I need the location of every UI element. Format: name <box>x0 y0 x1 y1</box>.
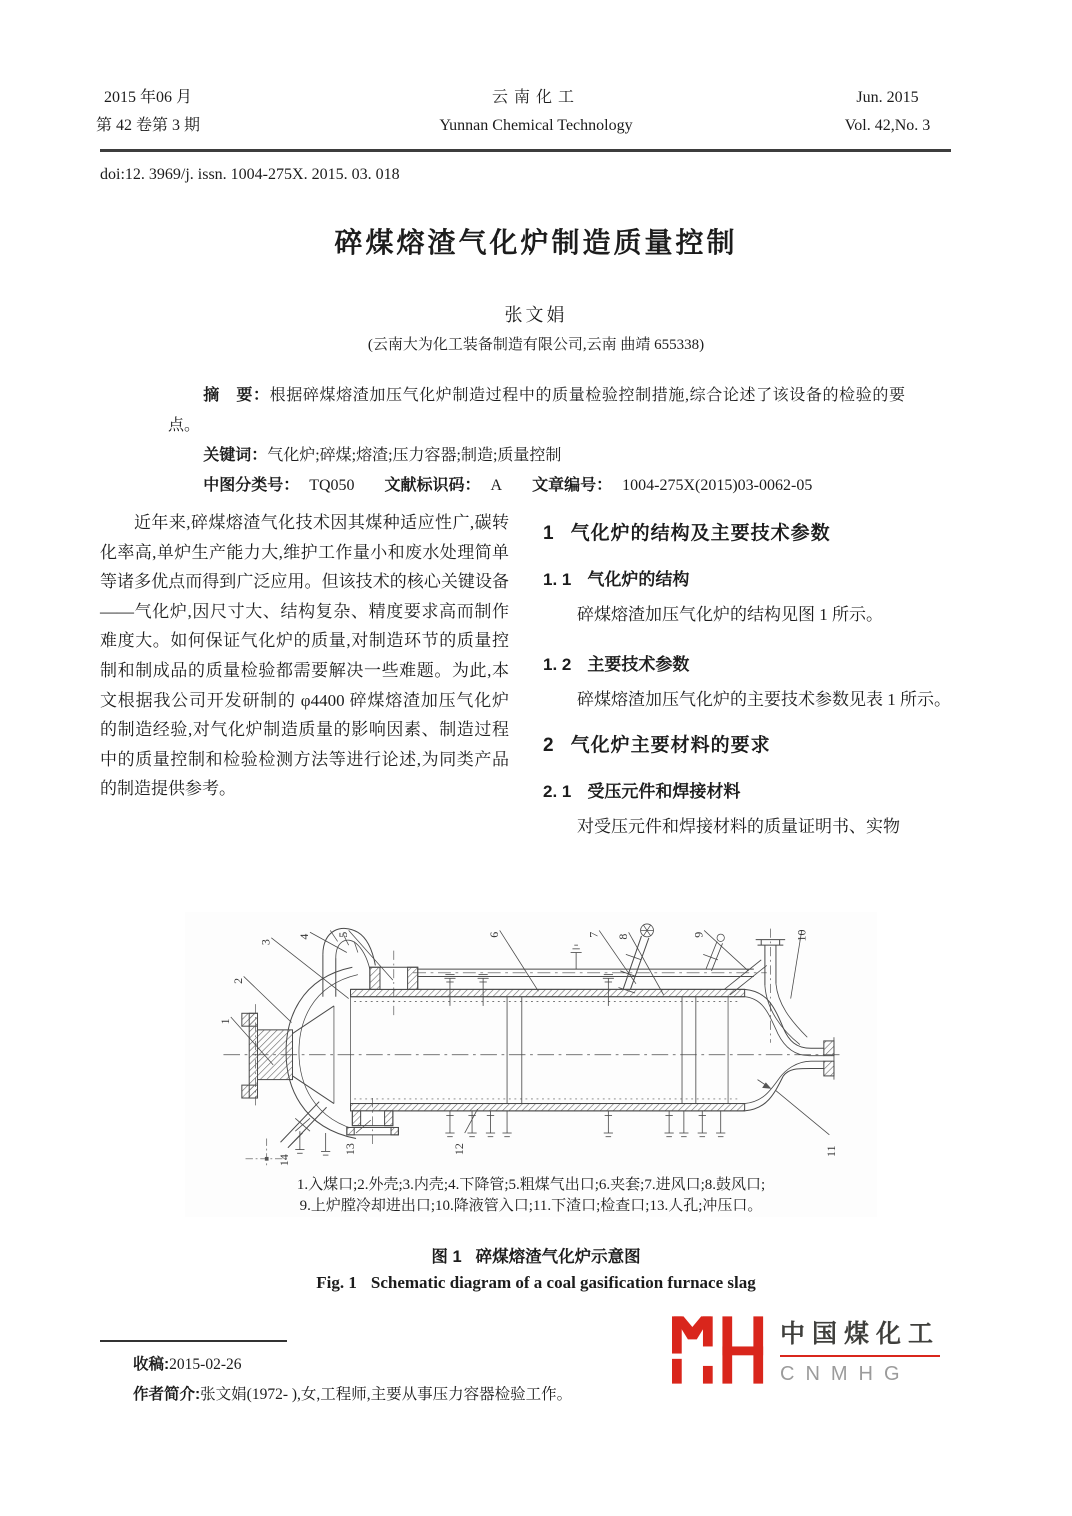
part-number-label: 12 <box>451 1143 466 1156</box>
journal-volume-cn: 第 42 卷第 3 期 <box>96 117 201 134</box>
keywords-label: 关键词： <box>203 447 268 464</box>
part-number-label: 8 <box>615 933 630 940</box>
part-number-label: 9 <box>691 931 706 938</box>
article-title: 碎煤熔渣气化炉制造质量控制 <box>334 227 738 258</box>
journal-date-cn: 2015 年06 月 <box>104 89 193 106</box>
author-bio-text: 张文娟(1972- ),女,工程师,主要从事压力容器检验工作。 <box>200 1386 573 1403</box>
abstract-text: 根据碎煤熔渣加压气化炉制造过程中的质量检验控制措施,综合论述了该设备的检验的要点。 <box>168 387 905 434</box>
logo-underline <box>780 1355 940 1357</box>
author-bio-label: 作者简介: <box>133 1386 201 1403</box>
journal-issue-en <box>820 84 955 140</box>
publisher-logo <box>672 1314 940 1386</box>
part-number-label: 10 <box>794 929 809 942</box>
journal-date-en: Jun. 2015 <box>856 89 919 106</box>
journal-title-en: Yunnan Chemical Technology <box>439 117 633 134</box>
logo-name-cn: 中国煤化工 <box>780 1320 941 1348</box>
figure-legend <box>185 1175 877 1217</box>
section-1-1-heading: 1. 1 气化炉的结构 <box>543 570 690 589</box>
received-line <box>133 1352 242 1374</box>
body-column-left <box>100 508 509 804</box>
footnote-rule <box>100 1340 287 1342</box>
section-2-1-heading: 2. 1 受压元件和焊接材料 <box>543 782 741 802</box>
part-number-label: 1 <box>217 1018 232 1025</box>
logo-mark-icon <box>672 1316 764 1384</box>
abstract-label: 摘 要： <box>203 387 270 404</box>
part-number-label: 4 <box>297 933 312 940</box>
doc-code-value: A <box>490 477 503 494</box>
part-number-label: 5 <box>335 931 350 938</box>
author-affiliation: (云南大为化工装备制造有限公司,云南 曲靖 655338) <box>367 337 705 353</box>
furnace-schematic-drawing <box>185 912 877 1168</box>
doc-code-label: 文献标识码： <box>384 477 481 494</box>
figure-legend-line-1: 1.入煤口;2.外壳;3.内壳;4.下降管;5.粗煤气出口;6.夹套;7.进风口;8.鼓风口; <box>296 1177 766 1193</box>
keywords-text: 气化炉;碎煤;熔渣;压力容器;制造;质量控制 <box>267 447 562 464</box>
article-id-value: 1004-275X(2015)03-0062-05 <box>622 477 813 494</box>
figure-caption-en: Fig. 1 Schematic diagram of a coal gasification furnace slag <box>316 1273 756 1292</box>
keywords-paragraph <box>168 441 905 471</box>
figure-caption-cn: 图 1 碎煤熔渣气化炉示意图 <box>431 1248 641 1266</box>
section-1-2-heading: 1. 2 主要技术参数 <box>543 654 690 674</box>
part-number-labels <box>218 929 838 1166</box>
author-bio-line <box>133 1382 572 1404</box>
part-number-label: 6 <box>486 931 501 938</box>
abstract-paragraph <box>168 381 905 441</box>
received-label: 收稿: <box>133 1356 170 1373</box>
part-number-label: 14 <box>276 1154 291 1167</box>
intro-paragraph: 近年来,碎煤熔渣气化技术因其煤种适应性广,碳转化率高,单炉生产能力大,维护工作量小和废水处理简单等诸多优点而得到广泛应用。但该技术的核心关键设备——气化炉,因尺寸大、结构复杂、精度要求高而制作难度大。如何保证气化炉的质量,对制造环节的质量控制和制成品的质量检验都需要解决一些难题。为此,本文根据我公司开发研制的 φ4400 碎煤熔渣加压气化炉的制造经验,对气化炉制造质量的影响因素、制造过程中的质量控制和检验检测方法等进行论述,为同类产品的制造提供参考。 <box>100 513 509 799</box>
figure-legend-line-2: 9.上炉膛冷却进出口;10.降液管入口;11.下渣口;检查口;13.人孔;冲压口。 <box>299 1198 763 1214</box>
journal-volume-en: Vol. 42,No. 3 <box>844 117 931 134</box>
abstract-block <box>168 381 905 501</box>
received-date: 2015-02-26 <box>169 1356 242 1373</box>
part-number-label: 3 <box>258 939 273 946</box>
logo-name-en: CNMHG <box>780 1363 911 1385</box>
section-1-2-text: 碎煤熔渣加压气化炉的主要技术参数见表 1 所示。 <box>577 689 951 709</box>
figure-1 <box>185 912 877 1217</box>
journal-title-cn: 云南化工 <box>491 89 580 106</box>
clc-value: TQ050 <box>309 477 355 494</box>
part-number-label: 11 <box>823 1145 838 1157</box>
body-column-right <box>543 502 952 842</box>
part-number-label: 13 <box>343 1143 358 1156</box>
part-number-label: 2 <box>230 977 245 984</box>
section-2-1-text: 对受压元件和焊接材料的质量证明书、实物 <box>577 817 900 837</box>
clc-label: 中图分类号： <box>203 477 300 494</box>
part-number-label: 7 <box>586 931 601 938</box>
header-rule <box>100 149 951 152</box>
article-id-label: 文章编号： <box>532 477 613 494</box>
section-1-heading: 1 气化炉的结构及主要技术参数 <box>543 523 831 544</box>
classification-line <box>168 471 905 501</box>
author-name: 张文娟 <box>504 305 568 325</box>
section-2-heading: 2 气化炉主要材料的要求 <box>543 735 771 757</box>
section-1-1-text: 碎煤熔渣加压气化炉的结构见图 1 所示。 <box>577 605 883 624</box>
doi-line: doi:12. 3969/j. issn. 1004-275X. 2015. 03. 018 <box>100 166 400 183</box>
logo-text-block <box>780 1314 940 1386</box>
